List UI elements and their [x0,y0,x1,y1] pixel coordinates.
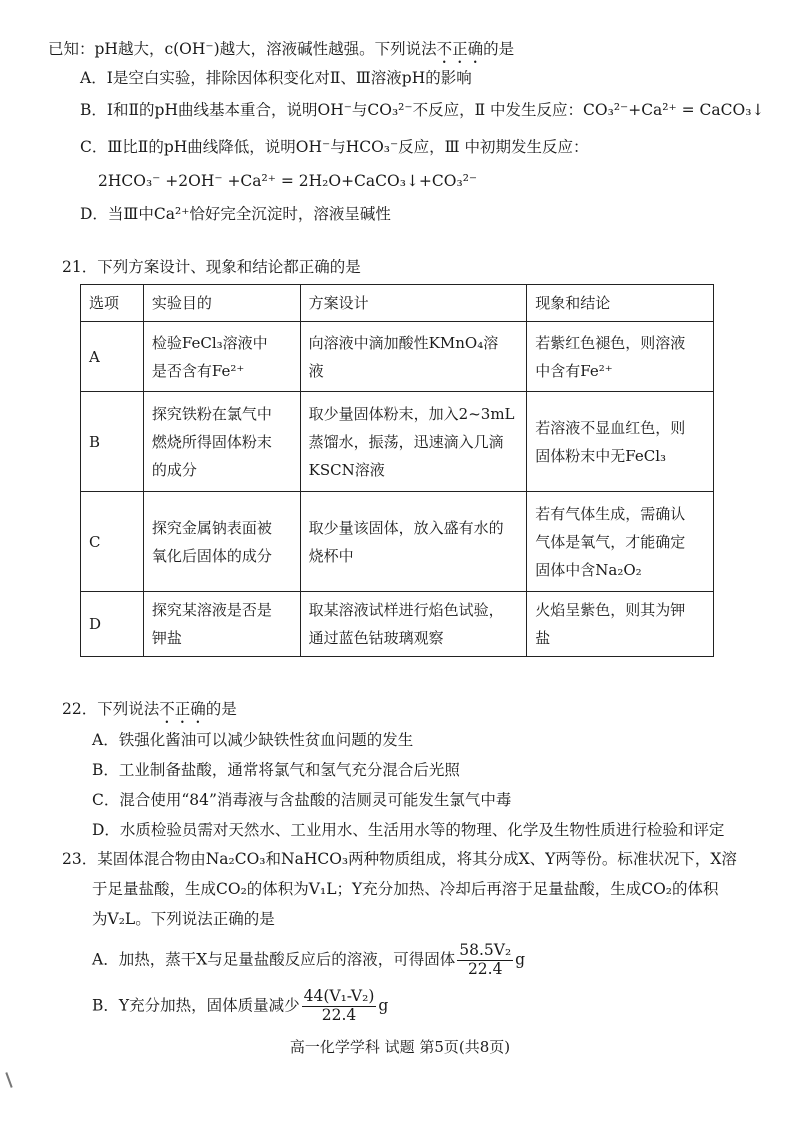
row-option: A [81,322,144,392]
header-result: 现象和结论 [527,285,714,322]
q20-option-c: C．Ⅲ比Ⅱ的pH曲线降低，说明OH⁻与HCO₃⁻反应，Ⅲ 中初期发生反应： [80,138,589,156]
q22-option-d: D．水质检验员需对天然水、工业用水、生活用水等的物理、化学及生物性质进行检验和评定 [92,821,725,839]
row-design: 向溶液中滴加酸性KMnO₄溶 液 [300,322,527,392]
row-purpose: 探究某溶液是否是 钾盐 [143,592,300,657]
q20-option-b: B．Ⅰ和Ⅱ的pH曲线基本重合，说明OH⁻与CO₃²⁻不反应，Ⅱ 中发生反应：CO₃²⁻+Ca²⁺ = CaCO₃↓ [80,101,765,119]
table-row [81,392,714,492]
row-result: 若有气体生成，需确认 气体是氧气，才能确定 固体中含Na₂O₂ [527,492,714,592]
q20-option-d: D．当Ⅲ中Ca²⁺恰好完全沉淀时，溶液呈碱性 [80,205,391,223]
q20-option-c-equation: 2HCO₃⁻ +2OH⁻ +Ca²⁺ = 2H₂O+CaCO₃↓+CO₃²⁻ [98,172,478,190]
row-purpose: 探究铁粉在氯气中 燃烧所得固体粉末 的成分 [143,392,300,492]
q20-intro: 已知：pH越大，c(OH⁻)越大，溶液碱性越强。下列说法不正确的是 [48,40,515,58]
row-purpose: 探究金属钠表面被 氧化后固体的成分 [143,492,300,592]
q21-table [80,284,714,657]
scan-mark [5,1072,12,1088]
row-design: 取少量固体粉末，加入2~3mL 蒸馏水，振荡，迅速滴入几滴 KSCN溶液 [300,392,527,492]
row-design: 取少量该固体，放入盛有水的 烧杯中 [300,492,527,592]
q23-option-a: A．加热，蒸干X与足量盐酸反应后的溶液，可得固体 $\frac{\text{58.5V₂}}{22.4}$ g [92,941,526,978]
row-option: B [81,392,144,492]
q22-option-c: C．混合使用“84”消毒液与含盐酸的洁厕灵可能发生氯气中毒 [92,791,512,809]
table-header-row [81,285,714,322]
q21-stem: 21．下列方案设计、现象和结论都正确的是 [62,258,361,276]
header-purpose: 实验目的 [143,285,300,322]
header-option: 选项 [81,285,144,322]
table-row [81,492,714,592]
row-option: C [81,492,144,592]
row-purpose: 检验FeCl₃溶液中 是否含有Fe²⁺ [143,322,300,392]
row-result: 若溶液不显血红色，则 固体粉末中无FeCl₃ [527,392,714,492]
q23-stem-line-2: 于足量盐酸，生成CO₂的体积为V₁L；Y充分加热、冷却后再溶于足量盐酸，生成CO₂的体积 [92,880,719,898]
q23-stem-line-3: 为V₂L。下列说法正确的是 [92,910,275,928]
q22-option-b: B．工业制备盐酸，通常将氯气和氢气充分混合后光照 [92,761,460,779]
fraction: $\frac{\text{58.5V₂}}{22.4}$ [459,941,512,978]
row-result: 若紫红色褪色，则溶液 中含有Fe²⁺ [527,322,714,392]
emphasis-not-correct: 不正确 [159,700,206,718]
table-row [81,322,714,392]
q20-option-a: A．Ⅰ是空白实验，排除因体积变化对Ⅱ、Ⅲ溶液pH的影响 [80,69,472,87]
q23-option-b: B．Y充分加热，固体质量减少 $\frac{\text{44(V₁-V₂)}}{22.4}$ g [92,987,389,1024]
emphasis-not-correct: 不正确 [436,40,484,58]
header-design: 方案设计 [300,285,527,322]
row-option: D [81,592,144,657]
page-footer: 高一化学学科 试题 第5页(共8页) [289,1038,511,1056]
fraction: $\frac{\text{44(V₁-V₂)}}{22.4}$ [303,987,375,1024]
q22-option-a: A．铁强化酱油可以减少缺铁性贫血问题的发生 [92,731,414,749]
q22-stem: 22．下列说法不正确的是 [62,700,237,718]
q23-stem-line-1: 23．某固体混合物由Na₂CO₃和NaHCO₃两种物质组成，将其分成X、Y两等份。标准状况下，X溶 [62,850,737,868]
table-row [81,592,714,657]
row-design: 取某溶液试样进行焰色试验， 通过蓝色钴玻璃观察 [300,592,527,657]
row-result: 火焰呈紫色，则其为钾 盐 [527,592,714,657]
